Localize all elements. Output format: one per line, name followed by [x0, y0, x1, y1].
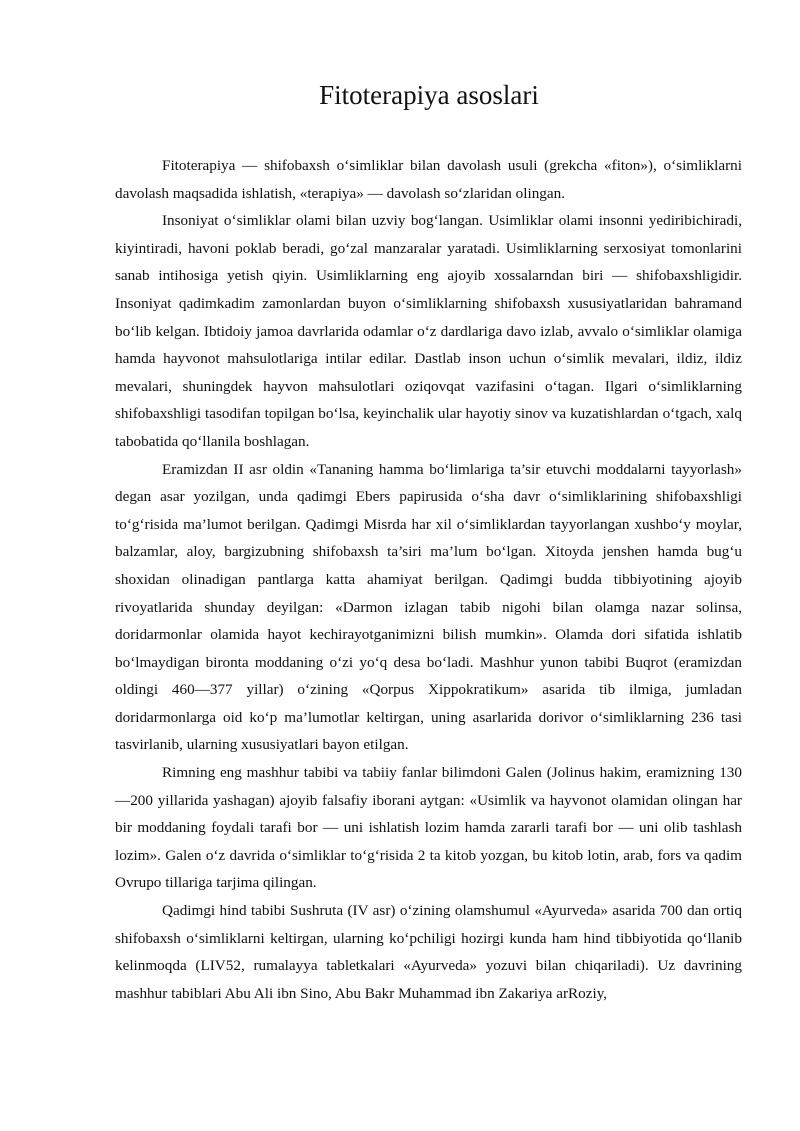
paragraph: Rimning eng mashhur tabibi va tabiiy fanlar bilimdoni Galen (Jolinus hakim, eramizning 130—200 yillarida yashagan) ajoyib falsafiy iborani aytgan: «Usimlik va hayvonot olamidan olingan har bir moddaning foydali tarafi bor — uni ishlatish lozim hamda zararli tarafi bor — uni olib tashlash lozim». Galen o‘z davrida o‘simliklar to‘g‘risida 2 ta kitob yozgan, bu kitob lotin, arab, fors va qadim Ovrupo tillariga tarjima qilingan. — [115, 764, 742, 892]
page-title: Fitoterapiya asoslari — [319, 80, 539, 110]
paragraph: Eramizdan II asr oldin «Tananing hamma bo‘limlariga ta’sir etuvchi moddalarni tayyorlash» degan asar yozilgan, unda qadimgi Ebers papirusida o‘sha davr o‘simliklarining shifobaxshligi to‘g‘risida ma’lumot berilgan. Qadimgi Misrda har xil o‘simliklardan tayyorlangan xushbo‘y moylar, balzamlar, aloy, bargizubning shifobaxsh ta’siri ma’lum bo‘lgan. Xitoyda jenshen hamda bug‘u shoxidan olinadigan pantlarga katta ahamiyat berilgan. Qadimgi budda tibbiyotining ajoyib rivoyatlarida shunday deyilgan: «Darmon izlagan tabib nigohi bilan olamga nazar solinsa, doridarmonlar olamida hayot kechirayotganimizni bilish mumkin». Olamda dori sifatida ishlatib bo‘lmaydigan bironta moddaning o‘zi yo‘q desa bo‘ladi. Mashhur yunon tabibi Buqrot (eramizdan oldingi 460—377 yillar) o‘zining «Qorpus Xippokratikum» asarida tib ilmiga, jumladan doridarmonlarga oid ko‘p ma’lumotlar keltirgan, uning asarlarida dorivor o‘simliklarning 236 tasi tasvirlanib, ularning xususiyatlari bayon etilgan. — [115, 460, 742, 754]
document-body — [115, 152, 742, 1007]
paragraph: Qadimgi hind tabibi Sushruta (IV asr) o‘zining olamshumul «Ayurveda» asarida 700 dan ortiq shifobaxsh o‘simliklarni keltirgan, ularning ko‘pchiligi hozirgi kunda ham hind tibbiyotida qo‘llanib kelinmoqda (LIV52, rumalayya tabletkalari «Ayurveda» yozuvi bilan chiqariladi). Uz davrining mashhur tabiblari Abu Ali ibn Sino, Abu Bakr Muhammad ibn Zakariya arRoziy, — [115, 902, 742, 1002]
paragraph: Fitoterapiya — shifobaxsh o‘simliklar bilan davolash usuli (grekcha «fiton»), o‘simliklarni davolash maqsadida ishlatish, «terapiya» — davolash so‘zlaridan olingan. — [115, 157, 742, 202]
paragraph: Insoniyat o‘simliklar olami bilan uzviy bog‘langan. Usimliklar olami insonni yediribichiradi, kiyintiradi, havoni poklab beradi, go‘zal manzaralar yaratadi. Usimliklarning serxosiyat tomonlarini sanab intihosiga yetish qiyin. Usimliklarning eng ajoyib xossalarndan biri — shifobaxshligidir. Insoniyat qadimkadim zamonlardan buyon o‘simliklarning shifobaxsh xususiyatlaridan bahramand bo‘lib kelgan. Ibtidoiy jamoa davrlarida odamlar o‘z dardlariga davo izlab, avvalo o‘simliklar olamiga hamda hayvonot mahsulotlariga intilar edilar. Dastlab inson uchun o‘simlik mevalari, ildiz, ildiz mevalari, shuningdek hayvon mahsulotlari oziqovqat vazifasini o‘tagan. Ilgari o‘simliklarning shifobaxshligi tasodifan topilgan bo‘lsa, keyinchalik ular hayotiy sinov va kuzatishlardan o‘tgach, xalq tabobatida qo‘llanila boshlagan. — [115, 212, 742, 450]
